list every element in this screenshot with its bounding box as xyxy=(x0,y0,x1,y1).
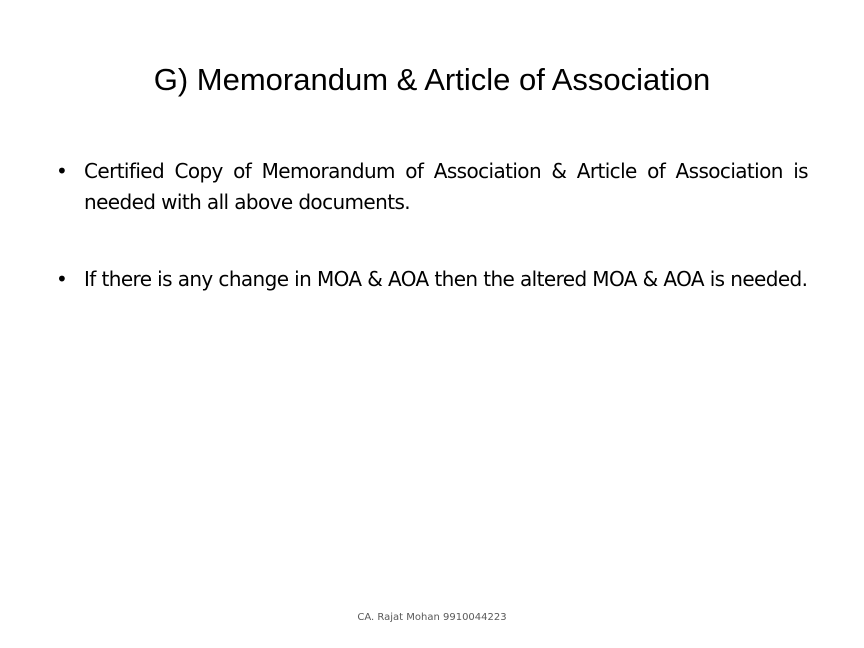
bullet-icon: • xyxy=(56,159,68,183)
slide-footer: CA. Rajat Mohan 9910044223 xyxy=(357,612,507,623)
list-item xyxy=(56,264,808,295)
bullet-text: Certified Copy of Memorandum of Association & Article of Association is needed with all above documents. xyxy=(84,159,808,214)
bullet-icon: • xyxy=(56,267,68,291)
bullet-text: If there is any change in MOA & AOA then the altered MOA & AOA is needed. xyxy=(84,267,808,291)
slide-title: G) Memorandum & Article of Association xyxy=(153,62,711,97)
bullet-list xyxy=(56,156,808,341)
list-item xyxy=(56,156,808,218)
